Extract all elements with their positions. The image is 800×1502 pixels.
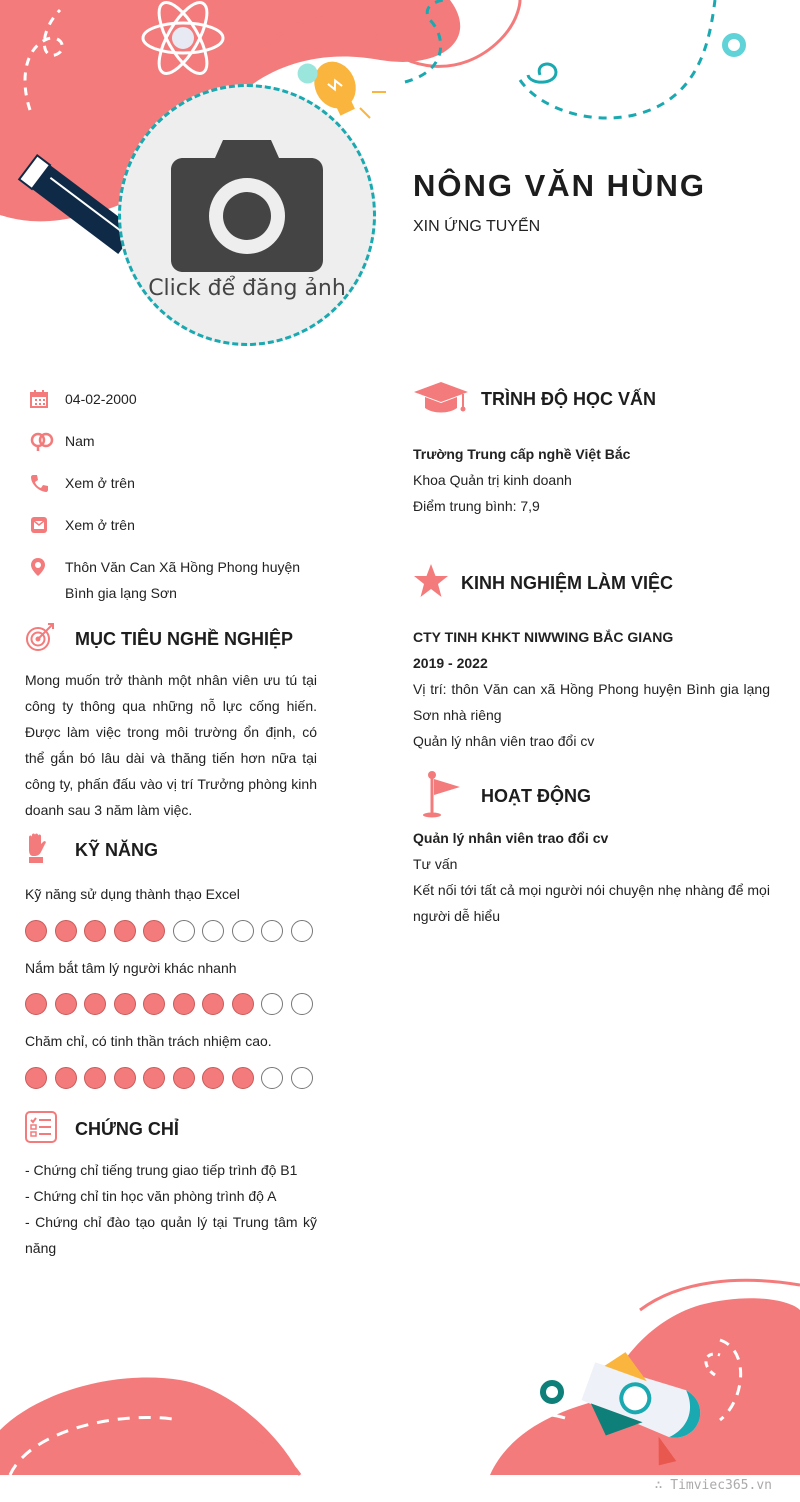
- rating-dot-filled: [84, 993, 106, 1015]
- education-title: TRÌNH ĐỘ HỌC VẤN: [481, 389, 656, 409]
- skill-label: Nắm bắt tâm lý người khác nhanh: [25, 960, 237, 976]
- email-text: Xem ở trên: [65, 517, 135, 533]
- avatar-upload[interactable]: [118, 84, 376, 346]
- objective-header: [25, 622, 293, 657]
- certificates-title: CHỨNG CHỈ: [75, 1119, 179, 1139]
- rating-dot-empty: [261, 1067, 283, 1089]
- activities-title: HOẠT ĐỘNG: [481, 786, 591, 806]
- objective-text: Mong muốn trở thành một nhân viên ưu tú tại công ty thông qua những nỗ lực cống hiến. Được làm việc trong môi trường ổn định, có thể gắn bó lâu dài và thăng tiến hơn nữa tại công ty, phấn đấu vào vị trí Trưởng phòng kinh doanh sau 3 năm làm việc.: [25, 672, 317, 818]
- footer-decoration: [0, 1270, 800, 1480]
- rating-dot-filled: [25, 993, 47, 1015]
- gender-text: Nam: [65, 433, 95, 449]
- experience-header: [413, 563, 673, 604]
- skill-rating: [25, 920, 320, 942]
- activity-name: Quản lý nhân viên trao đổi cv: [413, 830, 609, 846]
- rating-dot-empty: [291, 1067, 313, 1089]
- certificate-item: - Chứng chỉ tiếng trung giao tiếp trình độ B1: [25, 1162, 298, 1178]
- star-icon: [413, 563, 461, 604]
- checklist-icon: [25, 1111, 75, 1148]
- rating-dot-empty: [173, 920, 195, 942]
- rating-dot-filled: [114, 993, 136, 1015]
- rating-dot-filled: [25, 1067, 47, 1089]
- graduation-cap-icon: [413, 380, 481, 419]
- company-name: CTY TINH KHKT NIWWING BẮC GIANG: [413, 629, 674, 645]
- location-icon: [30, 554, 65, 580]
- skill-rating: [25, 1067, 320, 1089]
- calendar-icon: [30, 386, 65, 412]
- flag-icon: [413, 770, 481, 823]
- rating-dot-filled: [232, 1067, 254, 1089]
- rating-dot-filled: [232, 993, 254, 1015]
- school-name: Trường Trung cấp nghề Việt Bắc: [413, 446, 631, 462]
- gender-icon: [30, 428, 65, 454]
- activity-role: Tư vấn: [413, 856, 458, 872]
- objective-title: MỤC TIÊU NGHỀ NGHIỆP: [75, 629, 294, 649]
- gpa: Điểm trung bình: 7,9: [413, 498, 540, 514]
- contact-phone: [30, 470, 330, 496]
- hand-icon: [25, 832, 75, 869]
- activities-body: [413, 825, 773, 929]
- rating-dot-filled: [202, 993, 224, 1015]
- rating-dot-empty: [232, 920, 254, 942]
- certificates-list: [25, 1157, 317, 1261]
- work-period: 2019 - 2022: [413, 655, 488, 671]
- rating-dot-filled: [202, 1067, 224, 1089]
- birthday-text: 04-02-2000: [65, 391, 137, 407]
- rating-dot-filled: [84, 1067, 106, 1089]
- rating-dot-filled: [55, 1067, 77, 1089]
- candidate-name: NÔNG VĂN HÙNG: [413, 168, 706, 203]
- target-icon: [25, 622, 75, 657]
- rating-dot-empty: [291, 993, 313, 1015]
- skills-title: KỸ NĂNG: [75, 840, 159, 860]
- rating-dot-empty: [261, 993, 283, 1015]
- watermark: ∴ Timviec365.vn: [654, 1478, 772, 1493]
- camera-icon: [171, 140, 323, 272]
- rating-dot-filled: [114, 1067, 136, 1089]
- contact-gender: [30, 428, 330, 454]
- education-body: [413, 441, 773, 519]
- skill-label: Chăm chỉ, có tinh thần trách nhiệm cao.: [25, 1033, 272, 1049]
- certificate-item: - Chứng chỉ tin học văn phòng trình độ A: [25, 1188, 277, 1204]
- contact-info: [30, 386, 330, 622]
- experience-body: [413, 624, 770, 754]
- phone-icon: [30, 470, 65, 496]
- skill-rating: [25, 993, 320, 1015]
- experience-title: KINH NGHIỆM LÀM VIỆC: [461, 573, 674, 593]
- work-role: Vị trí: thôn Văn can xã Hồng Phong huyện Bình gia lạng Sơn nhà riêng: [413, 681, 770, 723]
- certificate-item: - Chứng chỉ đào tạo quản lý tại Trung tâm kỹ năng: [25, 1214, 317, 1256]
- rating-dot-filled: [84, 920, 106, 942]
- rating-dot-filled: [143, 993, 165, 1015]
- skill-label: Kỹ năng sử dụng thành thạo Excel: [25, 886, 240, 902]
- phone-text: Xem ở trên: [65, 475, 135, 491]
- rating-dot-filled: [55, 920, 77, 942]
- address-text: Thôn Văn Can Xã Hồng Phong huyện Bình gia lạng Sơn: [65, 559, 301, 601]
- rating-dot-filled: [143, 1067, 165, 1089]
- rating-dot-filled: [55, 993, 77, 1015]
- email-icon: [30, 512, 65, 538]
- activity-description: Kết nối tới tất cả mọi người nói chuyện nhẹ nhàng để mọi người dễ hiểu: [413, 882, 770, 924]
- education-header: [413, 380, 656, 419]
- rating-dot-empty: [291, 920, 313, 942]
- contact-address: [30, 554, 330, 606]
- contact-email: [30, 512, 330, 538]
- rating-dot-filled: [173, 993, 195, 1015]
- rating-dot-filled: [173, 1067, 195, 1089]
- work-description: Quản lý nhân viên trao đổi cv: [413, 733, 595, 749]
- activities-header: [413, 770, 591, 823]
- rating-dot-filled: [25, 920, 47, 942]
- avatar-hint: Click để đăng ảnh: [148, 275, 346, 301]
- rating-dot-filled: [114, 920, 136, 942]
- rating-dot-empty: [261, 920, 283, 942]
- contact-birthday: [30, 386, 330, 412]
- skills-header: [25, 832, 158, 869]
- rating-dot-filled: [143, 920, 165, 942]
- certificates-header: [25, 1111, 179, 1148]
- applied-position: XIN ỨNG TUYỂN: [413, 218, 541, 235]
- rating-dot-empty: [202, 920, 224, 942]
- major: Khoa Quản trị kinh doanh: [413, 472, 572, 488]
